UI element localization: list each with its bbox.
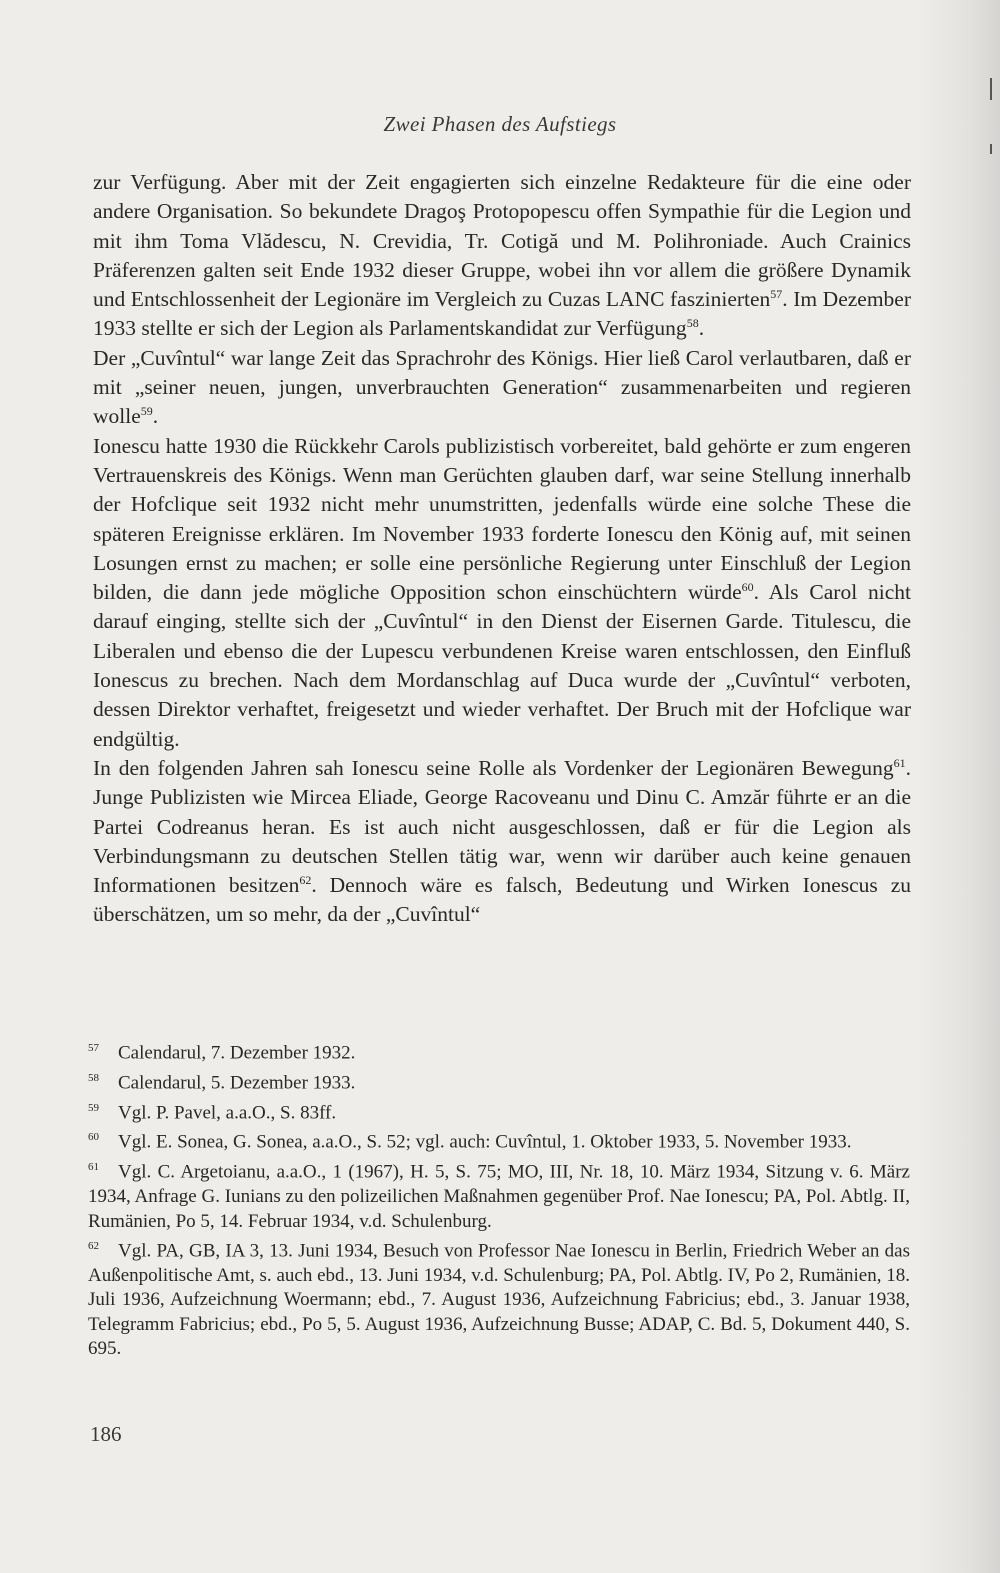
footnote-text: Vgl. C. Argetoianu, a.a.O., 1 (1967), H. 5, S. 75; MO, III, Nr. 18, 10. März 1934, Sitzung v. 6. März 1934, Anfrage G. Iunians zu den polizeilichen Maßnahmen gegenüber Prof. Nae Ionescu; PA, Pol. Abtlg. II, Rumänien, Po 5, 14. Februar 1934, v.d. Schulenburg. <box>88 1161 910 1232</box>
running-head: Zwei Phasen des Aufstiegs <box>383 112 617 136</box>
paragraph-text: In den folgenden Jahren sah Ionescu seine Rolle als Vordenker der Legionären Bewegung <box>93 755 894 780</box>
paragraph-text: . Junge Publizisten wie Mircea Eliade, George Racoveanu und Dinu C. Amzăr führte er an die Partei Codreanus heran. Es ist auch nicht ausgeschlossen, daß er für die Legion als Verbindungsmann zu deutschen Stellen tätig war, wenn wir darüber auch keine genauen Informationen besitzen <box>93 755 911 898</box>
footnote-number: 60 <box>88 1131 99 1144</box>
footnote-number: 59 <box>88 1101 99 1114</box>
paragraph-text: . Dennoch wäre es falsch, Bedeutung und Wirken Ionescus zu überschätzen, um so mehr, da der „Cuvîntul“ <box>93 873 911 927</box>
page-number: 186 <box>90 1422 122 1446</box>
paragraph-text: . Im Dezember 1933 stellte er sich der Legion als Parlamentskandidat zur Verfügung <box>93 287 911 341</box>
footnote-reference: 61 <box>893 755 906 770</box>
footnote <box>88 1125 910 1155</box>
paragraph <box>93 432 911 754</box>
footnote-number: 58 <box>88 1071 99 1084</box>
footnote <box>88 1066 910 1096</box>
footnote-text: Vgl. P. Pavel, a.a.O., S. 83ff. <box>118 1101 337 1123</box>
paragraph-text: zur Verfügung. Aber mit der Zeit engagierten sich einzelne Redakteure für die eine oder andere Organisation. So bekundete Dragoş Protopopescu offen Sympathie für die Legion und mit ihm Toma Vlădescu, N. Crevidia, Tr. Cotigă und M. Polihroniade. Auch Crainics Präferenzen galten seit Ende 1932 dieser Gruppe, wobei ihn vor allem die größere Dynamik und Entschlossenheit der Legionäre im Vergleich zu Cuzas LANC faszinierten <box>93 170 911 312</box>
paragraph-text: Der „Cuvîntul“ war lange Zeit das Sprachrohr des Königs. Hier ließ Carol verlautbaren, daß er mit „seiner neuen, jungen, unverbrauchten Generation“ zusammenarbeiten und regieren wolle <box>93 345 911 429</box>
page-edge-mark <box>990 78 992 100</box>
paragraph <box>93 754 911 930</box>
footnote-number: 57 <box>88 1042 99 1054</box>
footnote-text: Calendarul, 5. Dezember 1933. <box>118 1072 356 1094</box>
body-text <box>93 168 911 930</box>
footnote-number: 62 <box>88 1240 99 1253</box>
footnote-reference: 60 <box>741 580 754 594</box>
footnote <box>88 1096 910 1126</box>
footnote-text: Vgl. E. Sonea, G. Sonea, a.a.O., S. 52; vgl. auch: Cuvîntul, 1. Oktober 1933, 5. November 1933. <box>118 1131 852 1153</box>
paragraph <box>93 344 911 432</box>
footnotes <box>88 1036 910 1362</box>
footnote-reference: 57 <box>770 287 783 302</box>
footnote-reference: 62 <box>299 872 312 887</box>
paragraph-text: . <box>698 316 705 341</box>
footnote <box>88 1234 910 1362</box>
paragraph-text: . <box>152 404 159 429</box>
footnote-reference: 59 <box>140 404 153 419</box>
page-edge-mark <box>990 144 992 154</box>
footnote <box>88 1155 910 1234</box>
footnote-text: Vgl. PA, GB, IA 3, 13. Juni 1934, Besuch von Professor Nae Ionescu in Berlin, Friedrich Weber an das Außenpolitische Amt, s. auch ebd., 13. Juni 1934, v.d. Schulenburg; PA, Pol. Abtlg. IV, Po 2, Rumänien, 18. Juli 1936, Aufzeichnung Woermann; ebd., 7. August 1936, Aufzeichnung Fabricius; ebd., 3. Januar 1938, Telegramm Fabricius; ebd., Po 5, 5. August 1936, Aufzeichnung Busse; ADAP, C. Bd. 5, Dokument 440, S. 695. <box>88 1240 910 1360</box>
paragraph-text: . Als Carol nicht darauf einging, stellte sich der „Cuvîntul“ in den Dienst der Eisernen Garde. Titulescu, die Liberalen und ebenso die der Lupescu verbundenen Kreise waren entschlossen, den Einfluß Ionescus zu brechen. Nach dem Mordanschlag auf Duca wurde der „Cuvîntul“ verboten, dessen Direktor verhaftet, freigesetzt und wieder verhaftet. Der Bruch mit der Hofclique war endgültig. <box>93 580 912 751</box>
footnote-text: Calendarul, 7. Dezember 1932. <box>118 1042 356 1064</box>
footnote <box>88 1036 910 1066</box>
footnote-number: 61 <box>88 1161 99 1174</box>
paragraph-text: Ionescu hatte 1930 die Rückkehr Carols publizistisch vorbereitet, bald gehörte er zum engeren Vertrauenskreis des Königs. Wenn man Gerüchten glauben darf, war seine Stellung innerhalb der Hofclique seit 1932 nicht mehr unumstritten, jedenfalls würde eine solche These die späteren Ereignisse erklären. Im November 1933 forderte Ionescu den König auf, mit seinen Losungen ernst zu machen; er solle eine persönliche Regierung unter Einschluß der Legion bilden, die dann jede mögliche Opposition schon einschüchtern würde <box>93 433 911 605</box>
footnote-reference: 58 <box>686 316 699 331</box>
paragraph <box>93 168 911 344</box>
